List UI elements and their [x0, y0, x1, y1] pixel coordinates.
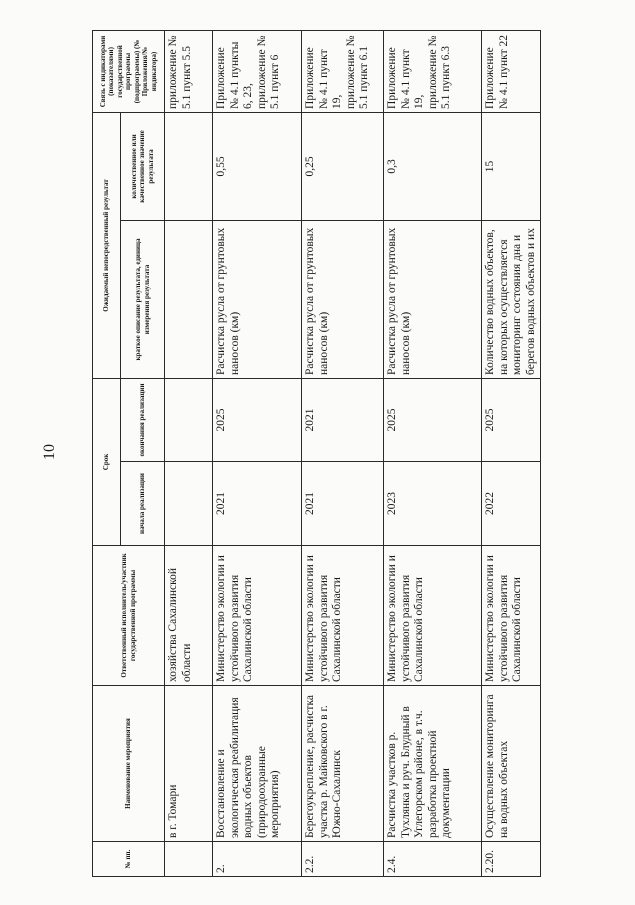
- cell-num: 2.4.: [384, 842, 482, 877]
- cell-value: 0,55: [213, 112, 302, 220]
- header-term: Срок: [93, 378, 121, 545]
- table-row: [165, 30, 213, 876]
- cell-num: 2.20.: [482, 842, 541, 877]
- cell-end: 2025: [482, 378, 541, 461]
- header-end: окончания реализации: [121, 378, 165, 461]
- table-row: [213, 30, 302, 876]
- page-number: 10: [41, 444, 58, 460]
- cell-responsible: Министерство экологии и устойчивого развития Сахалинской области: [482, 546, 541, 686]
- table-row: [302, 30, 384, 876]
- header-row-1: [93, 30, 121, 876]
- cell-value: 15: [482, 112, 541, 220]
- cell-brief: Расчистка русла от грунтовых наносов (км): [384, 220, 482, 378]
- header-brief: краткое описание результата, единица измерения результата: [121, 220, 165, 378]
- cell-value: 0,25: [302, 112, 384, 220]
- cell-link: Приложение № 4.1 пункт 19, приложение № 5.1 пункт 6.3: [384, 30, 482, 112]
- header-link: Связь с индикаторами (показателями) государственной программы (подпрограммы) (№ Приложения/№ индикатора): [93, 30, 165, 112]
- cell-responsible: Министерство экологии и устойчивого развития Сахалинской области: [213, 546, 302, 686]
- cell-end: 2025: [213, 378, 302, 461]
- cell-brief: Количество водных объектов, на которых осуществляется мониторинг состояния дна и берегов водных объектов и их: [482, 220, 541, 378]
- cell-responsible: Министерство экологии и устойчивого развития Сахалинской области: [302, 546, 384, 686]
- header-name: Наименование мероприятия: [93, 686, 165, 842]
- cell-link: приложение № 5.1 пункт 5.5: [165, 30, 213, 112]
- cell-num: 2.2.: [302, 842, 384, 877]
- table-row: [482, 30, 541, 876]
- cell-end: 2021: [302, 378, 384, 461]
- cell-start: 2023: [384, 462, 482, 546]
- cell-value: 0,3: [384, 112, 482, 220]
- cell-name: Осуществление мониторинга на водных объектах: [482, 686, 541, 842]
- cell-name: Восстановление и экологическая реабилитация водных объектов (природоохранные мероприятия): [213, 686, 302, 842]
- header-value: количественное или качественное значение результата: [121, 112, 165, 220]
- header-result: Ожидаемый непосредственный результат: [93, 112, 121, 378]
- cell-start: [165, 462, 213, 546]
- measures-table: [92, 30, 541, 877]
- cell-num: 2.: [213, 842, 302, 877]
- cell-name: Берегоукрепление, расчистка участка р. Майковского в г. Южно-Сахалинск: [302, 686, 384, 842]
- cell-brief: [165, 220, 213, 378]
- cell-brief: Расчистка русла от грунтовых наносов (км): [213, 220, 302, 378]
- cell-num: [165, 842, 213, 877]
- cell-link: Приложение № 4.1 пункт 22: [482, 30, 541, 112]
- cell-responsible: хозяйства Сахалинской области: [165, 546, 213, 686]
- cell-end: [165, 378, 213, 461]
- cell-link: Приложение № 4.1 пункт 19, приложение № 5.1 пункт 6.1: [302, 30, 384, 112]
- rotated-table-wrapper: [92, 31, 538, 877]
- cell-start: 2021: [213, 462, 302, 546]
- cell-end: 2025: [384, 378, 482, 461]
- cell-value: [165, 112, 213, 220]
- header-num: № пп.: [93, 842, 165, 877]
- cell-responsible: Министерство экологии и устойчивого развития Сахалинской области: [384, 546, 482, 686]
- cell-link: Приложение № 4.1 пункты 6, 23, приложение № 5.1 пункт 6: [213, 30, 302, 112]
- header-start: начала реализации: [121, 462, 165, 546]
- cell-name: Расчистка участков р. Тухлянка и руч. Блудный в Углегорском районе, в т.ч. разработка проектной документации: [384, 686, 482, 842]
- cell-brief: Расчистка русла от грунтовых наносов (км): [302, 220, 384, 378]
- cell-start: 2022: [482, 462, 541, 546]
- cell-start: 2021: [302, 462, 384, 546]
- header-responsible: Ответственный исполнитель/участник государственной программы: [93, 546, 165, 686]
- table-row: [384, 30, 482, 876]
- cell-name: в г. Томари: [165, 686, 213, 842]
